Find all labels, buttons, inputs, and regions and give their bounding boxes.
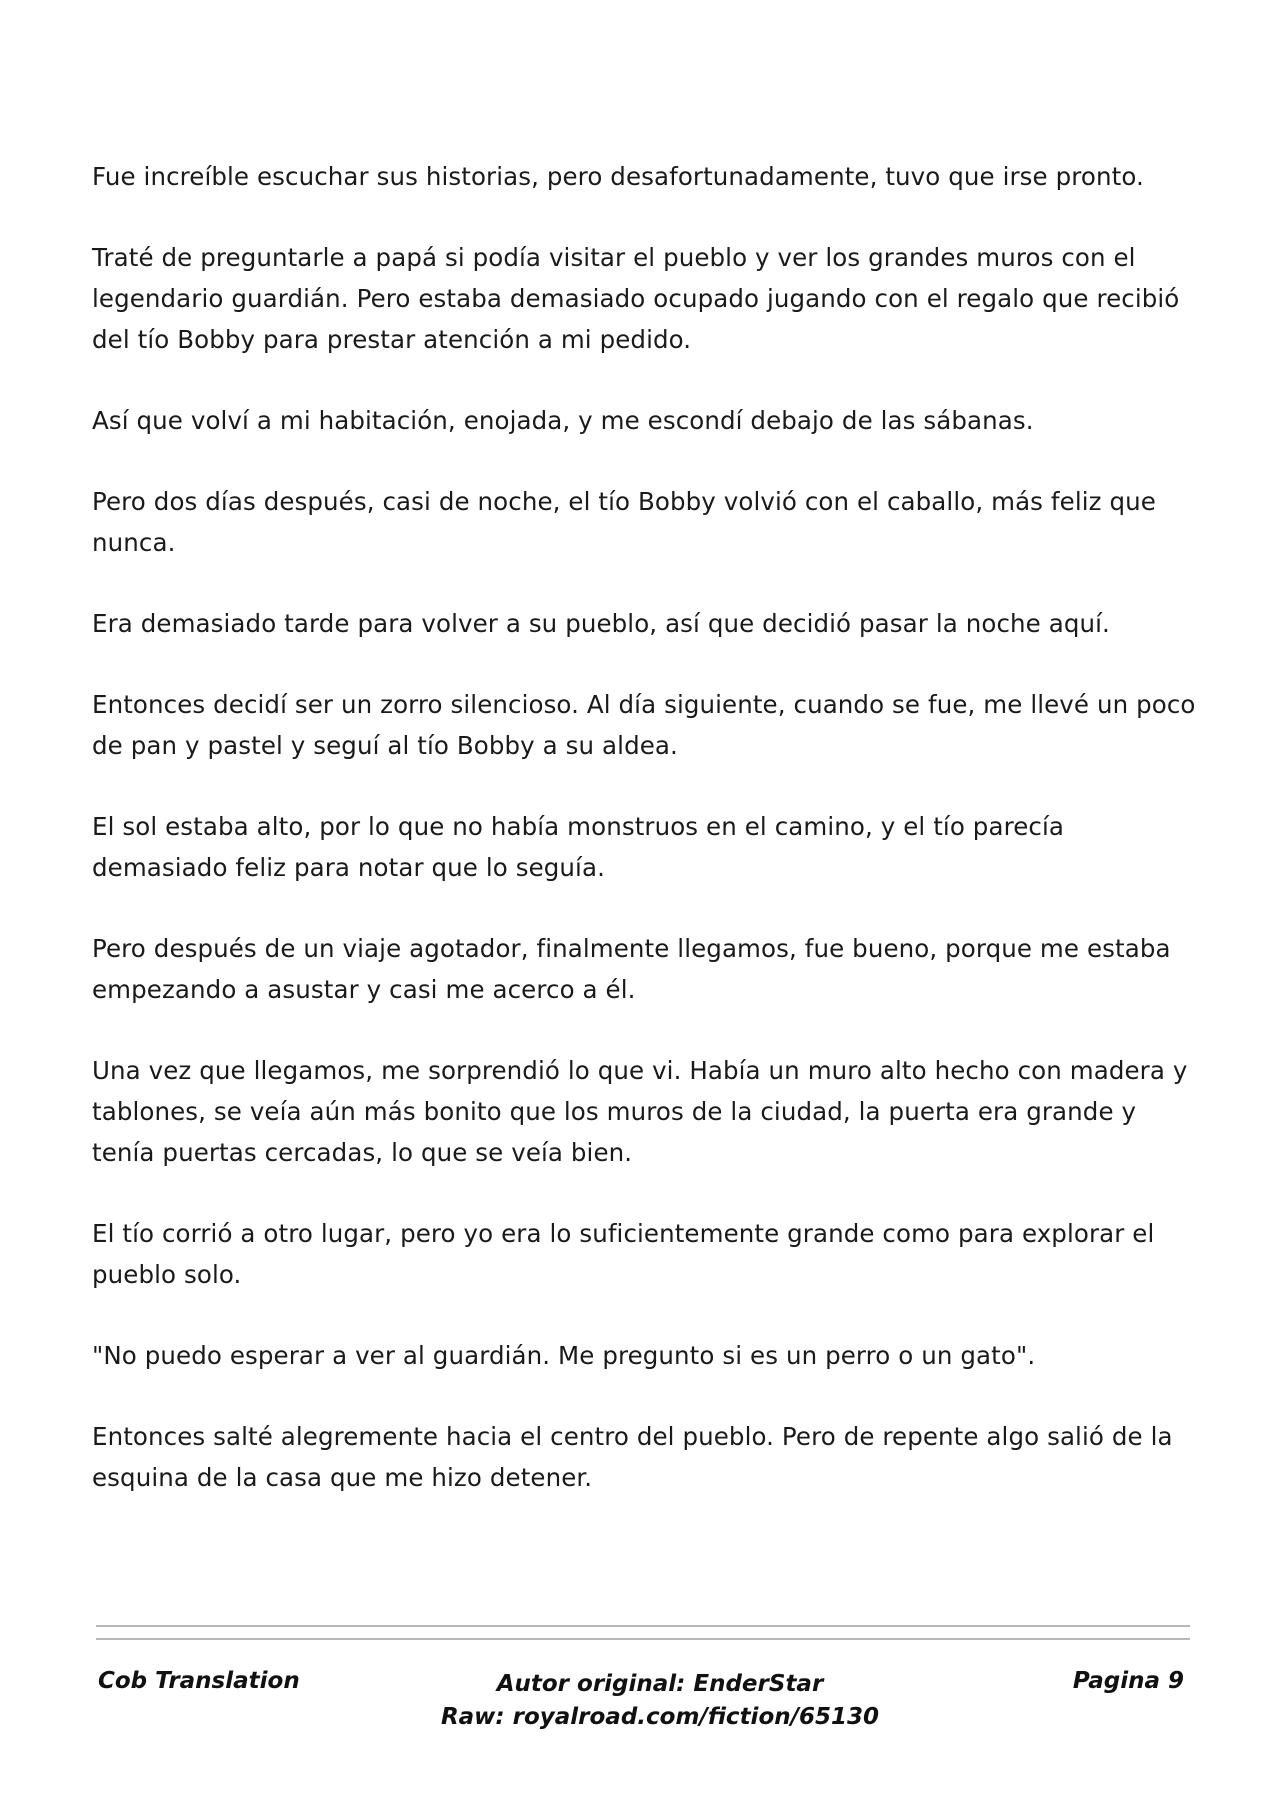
paragraph: Pero después de un viaje agotador, finalmente llegamos, fue bueno, porque me estaba empezando a asustar y casi me acerco a él.	[92, 934, 1171, 1004]
paragraph: Pero dos días después, casi de noche, el tío Bobby volvió con el caballo, más feliz que nunca.	[92, 487, 1156, 557]
original-author: Autor original: EnderStar	[496, 1671, 824, 1697]
paragraph: Entonces decidí ser un zorro silencioso. Al día siguiente, cuando se fue, me llevé un poco de pan y pastel y seguí al tío Bobby a su aldea.	[92, 690, 1196, 760]
paragraph: Así que volví a mi habitación, enojada, y me escondí debajo de las sábanas.	[92, 406, 1034, 435]
page-footer	[0, 1668, 1280, 1758]
footer-divider-top	[96, 1625, 1190, 1627]
paragraph: Una vez que llegamos, me sorprendió lo que vi. Había un muro alto hecho con madera y tablones, se veía aún más bonito que los muros de la ciudad, la puerta era grande y tenía puertas cercadas, lo que se veía bien.	[92, 1056, 1188, 1167]
footer-divider-bottom	[96, 1638, 1190, 1640]
body-text	[92, 156, 1202, 1538]
paragraph: "No puedo esperar a ver al guardián. Me pregunto si es un perro o un gato".	[92, 1341, 1036, 1370]
paragraph: El tío corrió a otro lugar, pero yo era lo suficientemente grande como para explorar el pueblo solo.	[92, 1219, 1155, 1289]
paragraph: Traté de preguntarle a papá si podía visitar el pueblo y ver los grandes muros con el legendario guardián. Pero estaba demasiado ocupado jugando con el regalo que recibió del tío Bobby para prestar atención a mi pedido.	[92, 243, 1180, 354]
paragraph: Fue increíble escuchar sus historias, pero desafortunadamente, tuvo que irse pronto.	[92, 162, 1144, 191]
paragraph: Entonces salté alegremente hacia el centro del pueblo. Pero de repente algo salió de la esquina de la casa que me hizo detener.	[92, 1422, 1173, 1492]
page-number: Pagina 9	[1072, 1668, 1184, 1694]
translator-credit: Cob Translation	[98, 1668, 300, 1694]
paragraph: Era demasiado tarde para volver a su pueblo, así que decidió pasar la noche aquí.	[92, 609, 1110, 638]
paragraph: El sol estaba alto, por lo que no había monstruos en el camino, y el tío parecía demasiado feliz para notar que lo seguía.	[92, 812, 1064, 882]
raw-source: Raw: royalroad.com/fiction/65130	[440, 1704, 880, 1730]
